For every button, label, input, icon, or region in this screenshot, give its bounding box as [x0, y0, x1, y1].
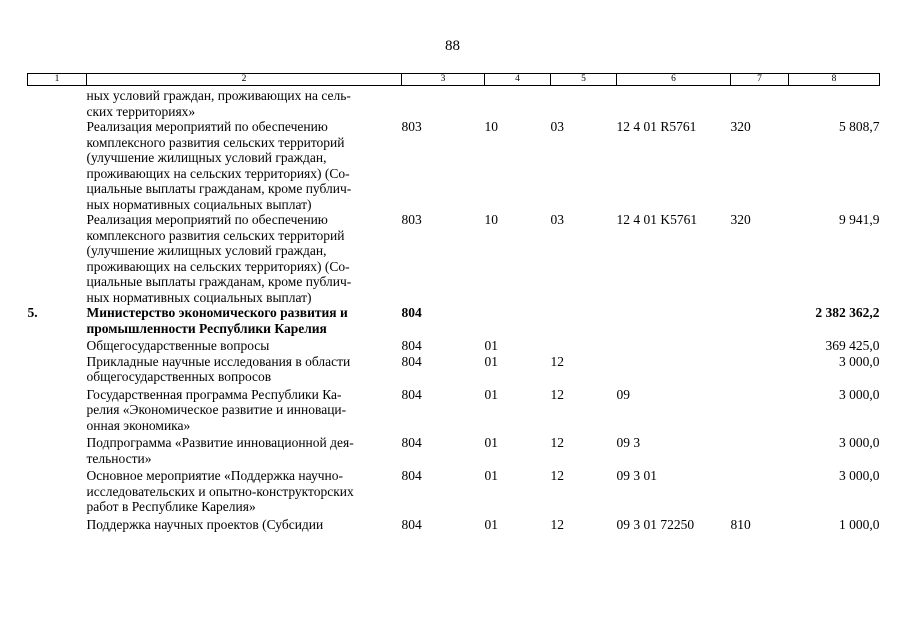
section-code	[485, 305, 551, 336]
subsection-code: 03	[550, 212, 564, 227]
section-code: 10	[484, 119, 498, 134]
row-name-line: Поддержка научных проектов (Субсидии	[86, 516, 324, 532]
target-article-code	[617, 354, 731, 385]
section-code: 01	[484, 435, 498, 450]
target-article-code	[617, 86, 731, 120]
target-article-code: 09	[616, 386, 630, 402]
row-number	[28, 336, 87, 354]
column-header: 7	[731, 74, 789, 86]
amount: 3 000,0	[839, 468, 880, 483]
row-name-line: циальные выплаты гражданам, кроме публич-	[86, 181, 352, 196]
row-name	[87, 212, 402, 305]
row-name	[87, 119, 402, 212]
table-row	[28, 354, 880, 385]
subsection-code: 12	[550, 468, 564, 483]
row-name-line: тельности»	[86, 450, 152, 466]
row-name-line: промышленности Республики Карелия	[86, 320, 327, 336]
row-number	[28, 119, 87, 212]
target-article-code: 12 4 01 R5761	[616, 119, 697, 134]
row-name	[87, 433, 402, 466]
expense-type-code	[731, 354, 789, 385]
ministry-code	[402, 86, 485, 120]
column-number-header	[28, 74, 880, 86]
expense-type-code	[731, 336, 789, 354]
expense-type-code: 320	[730, 119, 751, 134]
row-number	[28, 354, 87, 385]
subsection-code: 12	[550, 353, 564, 369]
row-name-line: Прикладные научные исследования в области	[86, 353, 351, 369]
ministry-code: 803	[401, 212, 422, 227]
row-name	[87, 305, 402, 336]
ministry-code: 804	[401, 338, 422, 353]
table-row	[28, 86, 880, 120]
section-code: 01	[484, 353, 498, 369]
target-article-code	[617, 336, 731, 354]
expense-type-code	[731, 466, 789, 515]
expense-type-code	[731, 385, 789, 434]
subsection-code	[551, 305, 617, 336]
subsection-code: 12	[550, 386, 564, 402]
table-row	[28, 119, 880, 212]
expense-type-code: 320	[730, 212, 751, 227]
row-name-line: проживающих на сельских территориях) (Со-	[86, 165, 350, 181]
section-code: 01	[484, 338, 498, 353]
row-name-line: проживающих на сельских территориях) (Со-	[86, 258, 350, 274]
column-header: 4	[485, 74, 551, 86]
subsection-code: 12	[550, 435, 564, 450]
column-header: 5	[551, 74, 617, 86]
column-header: 2	[87, 74, 402, 86]
ministry-code: 804	[401, 435, 422, 450]
amount: 2 382 362,2	[815, 305, 880, 320]
expense-type-code	[731, 86, 789, 120]
row-name-line: (улучшение жилищных условий граждан,	[86, 150, 327, 165]
ministry-code: 804	[401, 305, 422, 320]
amount: 1 000,0	[839, 516, 880, 532]
amount: 5 808,7	[839, 119, 880, 134]
table-row	[28, 466, 880, 515]
target-article-code	[617, 305, 731, 336]
subsection-code	[551, 86, 617, 120]
amount: 3 000,0	[839, 353, 880, 369]
section-code: 01	[484, 386, 498, 402]
table-row	[28, 433, 880, 466]
ministry-code: 803	[401, 119, 422, 134]
row-name-line: онная экономика»	[86, 417, 191, 433]
row-name-line: общегосударственных вопросов	[86, 369, 272, 384]
column-header: 1	[28, 74, 87, 86]
row-name	[87, 515, 402, 533]
row-name	[87, 354, 402, 385]
table-row	[28, 305, 880, 336]
budget-table	[27, 73, 880, 532]
row-name-line: комплексного развития сельских территорий	[86, 134, 345, 150]
ministry-code: 804	[401, 468, 422, 483]
row-number	[28, 515, 87, 533]
amount: 3 000,0	[839, 435, 880, 450]
row-name-line: ных нормативных социальных выплат)	[86, 196, 312, 212]
row-name-line: Реализация мероприятий по обеспечению	[86, 212, 328, 227]
row-name	[87, 385, 402, 434]
row-name	[87, 466, 402, 515]
row-name	[87, 86, 402, 120]
ministry-code: 804	[401, 516, 422, 532]
section-code: 01	[484, 516, 498, 532]
section-code	[485, 86, 551, 120]
table-row	[28, 385, 880, 434]
row-name-line: работ в Республике Карелия»	[86, 499, 256, 514]
table-row	[28, 336, 880, 354]
row-name-line: релия «Экономическое развитие и инноваци-	[86, 402, 347, 417]
row-name-line: циальные выплаты гражданам, кроме публич-	[86, 274, 352, 289]
row-number	[28, 466, 87, 515]
subsection-code: 12	[550, 516, 564, 532]
table-row	[28, 212, 880, 305]
column-header: 8	[789, 74, 880, 86]
target-article-code: 09 3 01	[616, 468, 657, 483]
page-number: 88	[445, 38, 460, 54]
row-number	[28, 86, 87, 120]
row-name-line: ных условий граждан, проживающих на сель-	[86, 88, 351, 103]
amount: 9 941,9	[839, 212, 880, 227]
row-name-line: Подпрограмма «Развитие инновационной дея-	[86, 435, 354, 450]
row-number	[28, 212, 87, 305]
expense-type-code: 810	[730, 516, 751, 532]
column-header: 6	[617, 74, 731, 86]
subsection-code: 03	[550, 119, 564, 134]
target-article-code: 09 3	[616, 435, 641, 450]
row-name	[87, 336, 402, 354]
row-name-line: Основное мероприятие «Поддержка научно-	[86, 468, 343, 483]
target-article-code: 09 3 01 72250	[616, 516, 695, 532]
row-name-line: комплексного развития сельских территорий	[86, 227, 345, 243]
row-name-line: Реализация мероприятий по обеспечению	[86, 119, 328, 134]
row-number: 5.	[27, 305, 38, 320]
amount: 3 000,0	[839, 386, 880, 402]
expense-type-code	[731, 305, 789, 336]
row-name-line: Государственная программа Республики Ка-	[86, 386, 342, 402]
target-article-code: 12 4 01 K5761	[616, 212, 698, 227]
ministry-code: 804	[401, 386, 422, 402]
row-number	[28, 385, 87, 434]
table-row	[28, 515, 880, 533]
amount	[789, 86, 880, 120]
row-name-line: ных нормативных социальных выплат)	[86, 289, 312, 305]
ministry-code: 804	[401, 353, 422, 369]
section-code: 01	[484, 468, 498, 483]
amount: 369 425,0	[825, 338, 880, 353]
row-name-line: ских территориях»	[86, 103, 196, 119]
expense-type-code	[731, 433, 789, 466]
row-name-line: исследовательских и опытно-конструкторских	[86, 483, 354, 499]
row-name-line: Общегосударственные вопросы	[86, 338, 270, 353]
row-name-line: Министерство экономического развития и	[86, 305, 348, 320]
subsection-code	[551, 336, 617, 354]
row-number	[28, 433, 87, 466]
row-name-line: (улучшение жилищных условий граждан,	[86, 243, 327, 258]
section-code: 10	[484, 212, 498, 227]
column-header: 3	[402, 74, 485, 86]
